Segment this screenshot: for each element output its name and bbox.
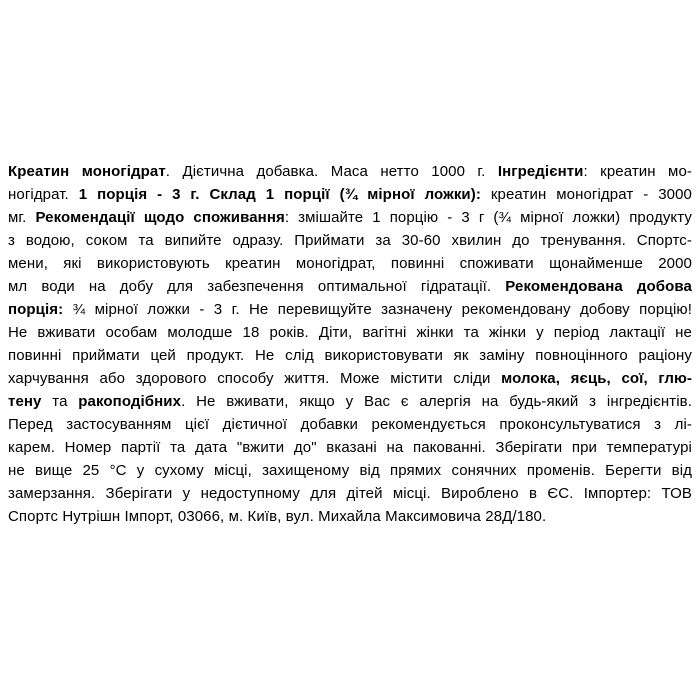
label-line: [8, 505, 692, 528]
text-run: . Не вживати, якщо у Вас є алергія на будь-який з інгредієнтів.: [181, 393, 692, 410]
text-run: креатин моногідрат - 3000: [480, 186, 692, 203]
text-run: Креатин моногідрат: [8, 163, 166, 180]
text-run: замерзання. Зберігати у недоступному для дітей місці. Вироблено в ЄС. Імпортер: ТОВ: [8, 485, 692, 502]
label-line: [8, 436, 692, 459]
text-run: : змішайте 1 порцію - 3 г (¾ мірної ложки) продукту: [284, 209, 692, 226]
text-run: ¾ мірної ложки - 3 г. Не перевищуйте зазначену рекомендовану добову порцію!: [63, 301, 692, 318]
text-run: : креатин мо-: [583, 163, 692, 180]
label-line: [8, 413, 692, 436]
text-run: карем. Номер партії та дата "вжити до" вказані на пакованні. Зберігати при температурі: [8, 439, 692, 456]
text-run: не вище 25 °C у сухому місці, захищеному від прямих сонячних променів. Берегти від: [8, 462, 692, 479]
text-run: повинні приймати цей продукт. Не слід використовувати як заміну повноцінного раціону: [8, 347, 692, 364]
label-line: [8, 206, 692, 229]
text-run: Перед застосуванням цієї дієтичної добавки рекомендується проконсультуватися з лі-: [8, 416, 692, 433]
text-run: з водою, соком та випийте одразу. Приймати за 30-60 хвилин до тренування. Спортс-: [8, 232, 692, 249]
text-run: харчування або здорового способу життя. Може містити сліди: [8, 370, 502, 387]
text-run: порція:: [8, 301, 64, 318]
label-line: [8, 321, 692, 344]
text-run: Спортс Нутрішн Імпорт, 03066, м. Київ, вул. Михайла Максимовича 28Д/180.: [8, 508, 547, 525]
label-line: [8, 459, 692, 482]
text-run: ракоподібних: [78, 393, 182, 410]
text-run: Рекомендації щодо споживання: [35, 209, 285, 226]
label-line: [8, 367, 692, 390]
text-run: ногідрат.: [8, 186, 79, 203]
text-run: молока, яєць, сої, глю-: [501, 370, 692, 387]
label-line: [8, 252, 692, 275]
label-line: [8, 275, 692, 298]
text-run: мл води на добу для забезпечення оптимальної гідратації.: [8, 278, 506, 295]
label-line: [8, 160, 692, 183]
text-run: 1 порція - 3 г. Склад 1 порції (¾ мірної ложки):: [78, 186, 481, 203]
label-line: [8, 229, 692, 252]
text-run: мени, які використовують креатин моногідрат, повинні споживати щонайменше 2000: [8, 255, 692, 272]
label-line: [8, 183, 692, 206]
text-run: мг.: [8, 209, 36, 226]
text-run: та: [41, 393, 79, 410]
text-run: Не вживати особам молодше 18 років. Діти, вагітні жінки та жінки у період лактації не: [8, 324, 692, 341]
text-run: . Дієтична добавка. Маса нетто 1000 г.: [165, 163, 498, 180]
label-line: [8, 298, 692, 321]
label-line: [8, 482, 692, 505]
label-line: [8, 344, 692, 367]
text-run: Інгредієнти: [497, 163, 584, 180]
label-line: [8, 390, 692, 413]
product-label-text: [8, 160, 692, 528]
text-run: тену: [8, 393, 42, 410]
text-run: Рекомендована добова: [505, 278, 692, 295]
